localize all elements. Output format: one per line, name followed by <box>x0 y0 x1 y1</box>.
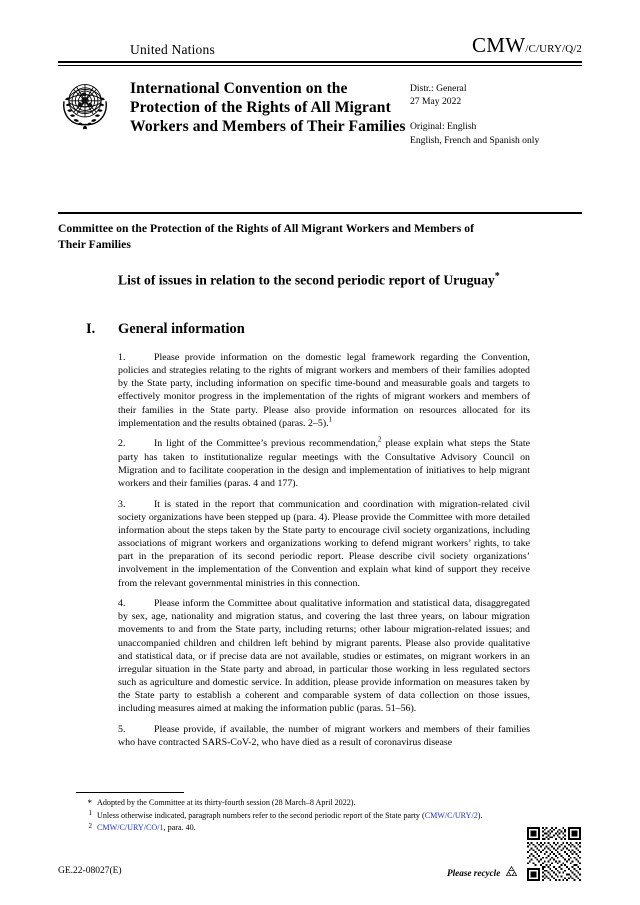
footnote-segment-tail: , para. 40. <box>163 823 196 833</box>
qr-code <box>527 827 581 881</box>
paragraph-text: It is stated in the report that communication and coordination with migration-related civil society organizations have been stepped up (para. 4). Please provide the Committee with more detailed information about the steps taken by the State party to encourage civil society organizations, including associations of migrant workers and organizations working to defend migrant workers’ rights, to take part in the preparation of its second periodic report. Please describe civil society organizations’ involvement in the implementation of the Convention and explain what kind of support they receive from the relevant governmental ministries in this connection. <box>118 498 530 589</box>
footnote-text <box>97 822 506 833</box>
footnote-segment: Unless otherwise indicated, paragraph numbers refer to the second periodic report of the State party ( <box>97 810 425 820</box>
paragraph-number: 5. <box>118 724 126 736</box>
paragraph-number: 4. <box>118 598 126 610</box>
paragraph-5 <box>118 723 530 749</box>
section-heading <box>86 321 526 338</box>
title-footnote-marker: * <box>494 271 500 282</box>
committee-section-rule <box>58 212 582 214</box>
distribution-date: 27 May 2022 <box>410 95 462 107</box>
paragraph-text: In light of the Committee’s previous recommendation, <box>154 438 379 450</box>
section-title: General information <box>118 321 245 337</box>
paragraph-4 <box>118 597 530 715</box>
paragraph-number: 2. <box>118 438 126 450</box>
footnote-segment-tail: ). <box>477 810 483 820</box>
committee-name: Committee on the Protection of the Rights of All Migrant Workers and Members of Their Families <box>58 222 474 251</box>
footnote-ref[interactable]: 2 <box>378 436 382 445</box>
paragraph-text: Please provide, if available, the number of migrant workers and members of their families who have contracted SARS-CoV-2, who have died as a result of coronavirus disease <box>118 724 530 749</box>
paragraph-number: 1. <box>118 352 126 363</box>
masthead-top-row <box>58 33 582 60</box>
document-symbol-suffix: /C/URY/Q/2 <box>525 43 582 55</box>
masthead-body <box>58 76 582 148</box>
paragraph-2 <box>118 437 530 490</box>
section-number: I. <box>86 321 96 337</box>
footnote-text <box>97 797 506 808</box>
footnote-text <box>97 810 506 821</box>
footnote-separator <box>76 792 184 793</box>
footnote-marker: * <box>87 797 92 808</box>
paragraph-number: 3. <box>118 498 126 510</box>
paragraph-3 <box>118 498 530 590</box>
emblem-column <box>58 76 130 148</box>
available-languages: English, French and Spanish only <box>410 134 540 146</box>
distribution-spacer <box>410 108 582 120</box>
masthead-rule-thick <box>58 61 582 63</box>
job-number: GE.22-08027(E) <box>58 866 122 876</box>
document-title <box>118 268 538 289</box>
paragraph-text-tail: please explain what steps the State party has taken to institutionalize regular meetings with the Consultative Advisory Council on Migration and to facilitate cooperation in the design and implementation of initiatives to help migrant workers and their families (paras. 4 and 177). <box>118 438 530 489</box>
recycle-label: Please recycle <box>447 867 501 878</box>
distribution-label: Distr.: General <box>410 82 467 94</box>
recycle-notice <box>447 864 520 881</box>
footnote-link[interactable]: CMW/C/URY/CO/1 <box>97 823 164 833</box>
distribution-info <box>410 76 582 148</box>
footnote-2 <box>76 822 506 833</box>
paragraph-text: Please inform the Committee about qualitative information and statistical data, disaggregated by sex, age, nationality and migration status, and covering the last three years, on labour migration movements to and from the State party, including returns; other labour migration-related issues; and unaccompanied children and children left behind by migrant parents. Please also provide qualitative and statistical data, or if precise data are not available, studies or estimates, on migrant workers in an irregular situation in the State party and abroad, in particular those working in less regulated sectors such as agriculture and domestic service. In addition, please provide information on measures taken by the State party to establish a coherent and comparable system of data collection on those issues, including measures aimed at making the information public (paras. 51–56). <box>118 598 530 715</box>
original-language: Original: English <box>410 121 477 133</box>
footnote-link[interactable]: CMW/C/URY/2 <box>424 810 478 820</box>
footnote-star <box>76 797 506 808</box>
masthead-rule-thin <box>58 65 582 66</box>
document-title-text: List of issues in relation to the second periodic report of Uruguay <box>118 272 495 288</box>
un-emblem-icon <box>58 78 112 130</box>
recycle-icon <box>503 864 520 881</box>
footnote-1 <box>76 810 506 821</box>
footnote-marker: 1 <box>88 809 92 818</box>
document-symbol <box>472 33 582 58</box>
footnote-ref[interactable]: 1 <box>328 415 333 424</box>
document-body <box>118 351 530 757</box>
paragraph-1 <box>118 351 530 430</box>
footnote-marker: 2 <box>88 821 92 830</box>
footnotes <box>76 797 506 835</box>
document-symbol-main: CMW <box>471 33 526 57</box>
masthead <box>58 33 582 147</box>
organization-name: United Nations <box>130 42 215 57</box>
footnote-segment: Adopted by the Committee at its thirty-fourth session (28 March–8 April 2022). <box>97 798 356 807</box>
convention-title: International Convention on the Protection of the Rights of All Migrant Workers and Members of Their Families <box>130 79 406 136</box>
paragraph-text: Please provide information on the domestic legal framework regarding the Convention, policies and strategies relating to the rights of migrant workers and members of their families adopted by the State party, including information on specific time-bound and measurable goals and targets to effectively monitor progress in the implementation of the rights of migrant workers and members of their families in the State party. Please also provide information on resources allocated for its implementation and the results obtained (paras. 2–5). <box>118 352 530 429</box>
